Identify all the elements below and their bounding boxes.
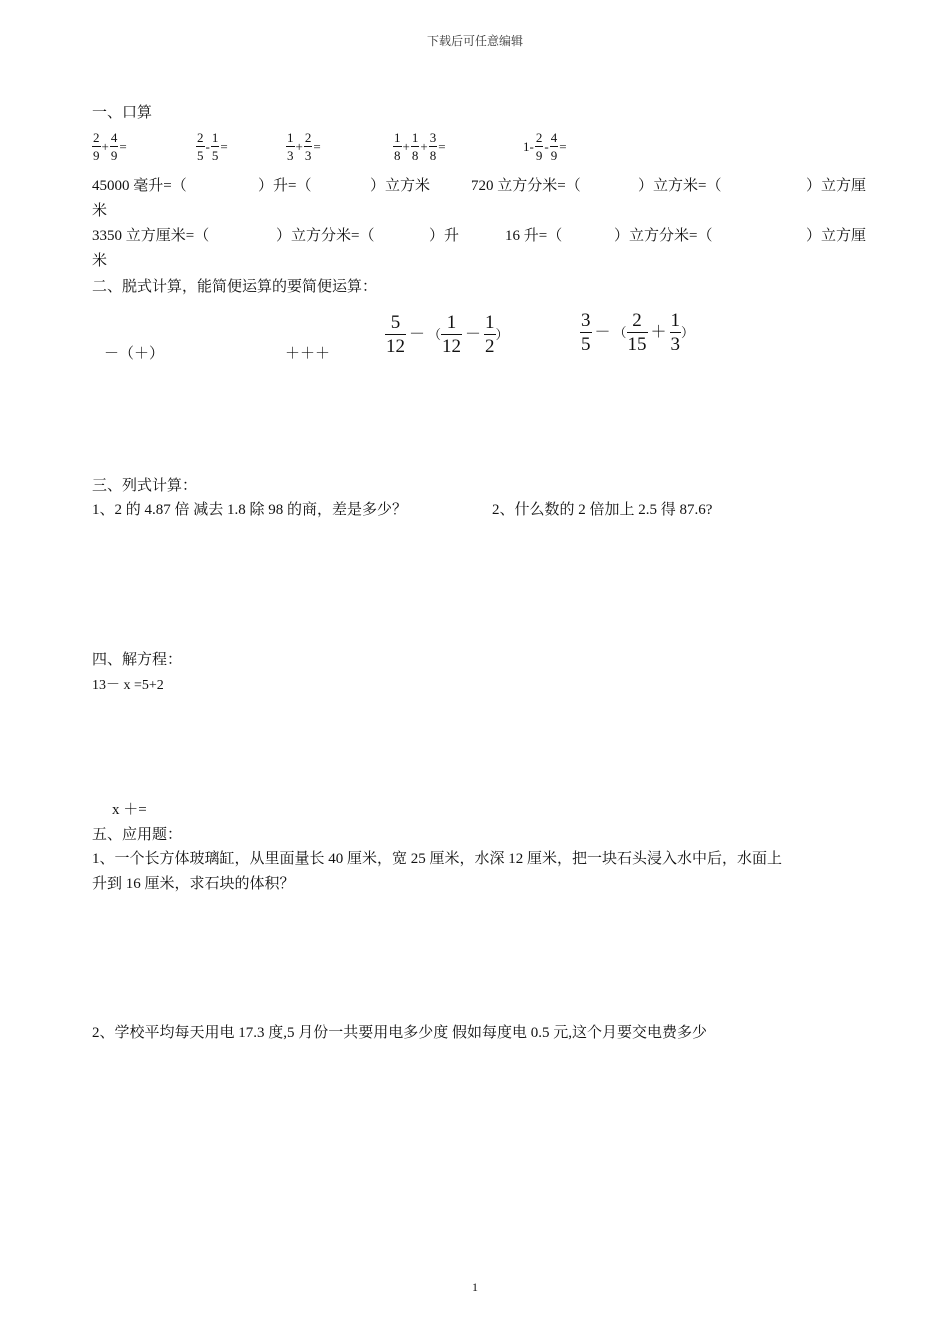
fraction: $\frac{3}{5}$ [581, 310, 591, 355]
page-number: 1 [472, 1280, 478, 1294]
calc-item-1: －（＋） [104, 346, 165, 362]
section2-title: 二、脱式计算，能简便运算的要简便运算： [92, 279, 378, 295]
calc-item-4: $\frac{3}{5}$ － （ $\frac{2}{15}$ ＋ $\frac{1}{3}$ ） [581, 310, 695, 355]
mental-math-expr-4: $\frac{1}{8}$ + $\frac{1}{8}$ + $\frac{3}{8}$ = [394, 130, 446, 163]
conversion-1-wrap: 米 [92, 203, 108, 219]
conversion-1-part-2: ）升=（ [258, 178, 312, 194]
mental-math-expr-3: $\frac{1}{3}$ + $\frac{2}{3}$ = [287, 130, 321, 163]
conversion-1-part-1: 45000 毫升=（ [92, 178, 187, 194]
conversion-1-part-6: ）立方厘 [806, 178, 867, 194]
word-problem-2: 2、学校平均每天用电 17.3 度,5 月份一共要用电多少度 假如每度电 0.5 元,这个月要交电费多少 [92, 1025, 708, 1041]
fraction: $\frac{1}{8}$ [394, 130, 401, 163]
fraction: $\frac{1}{5}$ [211, 130, 219, 163]
fraction: $\frac{2}{9}$ [93, 130, 100, 163]
fraction: $\frac{2}{3}$ [304, 130, 312, 163]
calc-item-3: $\frac{5}{12}$ － （ $\frac{1}{12}$ － $\frac{1}{2}$ ） [386, 312, 509, 357]
conversion-2-wrap: 米 [92, 253, 108, 269]
word-problem-1-line-2: 升到 16 厘米，求石块的体积？ [92, 876, 295, 892]
fraction: $\frac{4}{9}$ [550, 130, 558, 163]
mental-math-expr-1: $\frac{2}{9}$ + $\frac{4}{9}$ = [93, 130, 127, 163]
conversion-2-part-4: 16 升=（ [505, 228, 563, 244]
fraction: $\frac{1}{12}$ [442, 312, 462, 357]
section5-title: 五、应用题： [92, 827, 183, 843]
equation-2: x ＋= [112, 802, 147, 818]
conversion-1-part-4: 720 立方分米=（ [471, 178, 581, 194]
conversion-2-part-5: ）立方分米=（ [614, 228, 713, 244]
mental-math-expr-5: 1- $\frac{2}{9}$ - $\frac{4}{9}$ = [523, 130, 567, 163]
section3-title: 三、列式计算： [92, 478, 198, 494]
word-problem-1-line-1: 1、一个长方体玻璃缸，从里面量长 40 厘米，宽 25 厘米，水深 12 厘米，把一块石头浸入水中后，水面上 [92, 851, 783, 867]
fraction: $\frac{1}{3}$ [670, 310, 681, 355]
conversion-2-part-2: ）立方分米=（ [276, 228, 375, 244]
fraction: $\frac{2}{9}$ [535, 130, 543, 163]
fraction: $\frac{2}{5}$ [197, 130, 204, 163]
fraction: $\frac{2}{15}$ [627, 310, 647, 355]
mental-math-expr-2: $\frac{2}{5}$ - $\frac{1}{5}$ = [197, 130, 228, 163]
equation-1: 13－ x =5+2 [92, 678, 164, 693]
conversion-1-part-3: ）立方米 [370, 178, 431, 194]
conversion-2-part-3: ）升 [429, 228, 460, 244]
fraction: $\frac{1}{2}$ [485, 312, 495, 357]
fraction: $\frac{3}{8}$ [429, 130, 437, 163]
fraction: $\frac{4}{9}$ [110, 130, 118, 163]
fraction: $\frac{1}{3}$ [287, 130, 294, 163]
section4-title: 四、解方程： [92, 652, 183, 668]
conversion-2-part-1: 3350 立方厘米=（ [92, 228, 210, 244]
page-header: 下载后可任意编辑 [426, 34, 523, 48]
section1-title: 一、口算 [92, 105, 153, 121]
fraction: $\frac{5}{12}$ [386, 312, 405, 357]
fraction: $\frac{1}{8}$ [411, 130, 419, 163]
word-calc-question-2: 2、什么数的 2 倍加上 2.5 得 87.6? [492, 502, 713, 518]
word-calc-question-1: 1、2 的 4.87 倍 减去 1.8 除 98 的商，差是多少？ [92, 502, 408, 518]
calc-item-2: ＋＋＋ [285, 346, 331, 362]
conversion-2-part-6: ）立方厘 [806, 228, 867, 244]
conversion-1-part-5: ）立方米=（ [638, 178, 722, 194]
